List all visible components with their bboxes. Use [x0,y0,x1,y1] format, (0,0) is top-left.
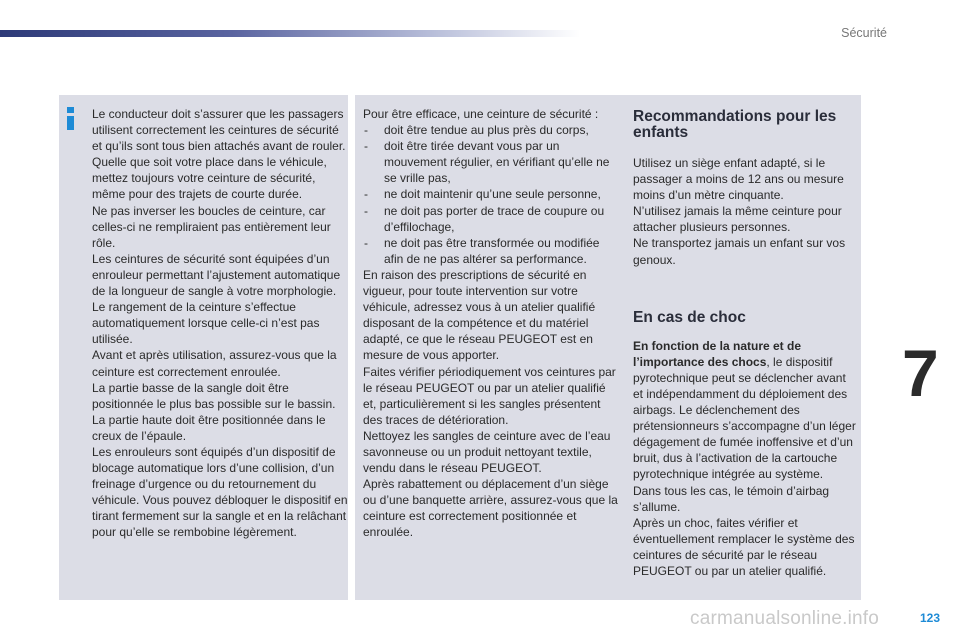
info-paragraph: Le conducteur doit s’assurer que les passagers utilisent correctement les ceintures de sécurité et qu’ils sont tous bien attachés avant de rouler. [92,107,346,154]
middle-paragraph: Nettoyez les sangles de ceinture avec de l’eau savonneuse ou un produit nettoyant textile, vendu dans le réseau PEUGEOT. [363,428,611,476]
children-paragraph: Ne transportez jamais un enfant sur vos genoux. [633,236,846,267]
middle-paragraph: Après rabattement ou déplacement d’un siège ou d’une banquette arrière, assurez-vous que la ceinture est correctement positionnée et enroulée. [363,477,618,540]
list-item: - ne doit pas porter de trace de coupure ou d’effilochage, [363,203,621,235]
info-paragraph: Ne pas inverser les boucles de ceinture, car celles-ci ne rempliraient pas entièrement leur rôle. [92,203,331,250]
info-paragraph: Les ceintures de sécurité sont équipées d’un enrouleur permettant l’ajustement automatique de la longueur de sangle à votre morphologie. Le rangement de la ceinture s’effectue automatiquement lorsque celle-ci n’est pas utilisée. [92,251,341,347]
crash-paragraph: Après un choc, faites vérifier et éventuellement remplacer le système des ceintures de sécurité par le réseau PEUGEOT ou par un atelier qualifié. [633,515,855,578]
header-accent-bar [0,30,580,37]
crash-lead-bold: En fonction de la nature et de l’importance des chocs [633,338,802,369]
section-title: Sécurité [841,26,887,40]
children-paragraph: Utilisez un siège enfant adapté, si le passager a moins de 12 ans ou mesure moins d’un mètre cinquante. [633,156,844,203]
watermark: carmanualsonline.info [690,608,880,629]
page-number: 123 [919,611,940,625]
list-item: - ne doit maintenir qu’une seule personne, [363,186,621,202]
list-item: - doit être tendue au plus près du corps, [363,122,621,138]
info-icon-dot [67,107,74,113]
belt-intro: Pour être efficace, une ceinture de sécurité : [363,107,599,121]
crash-lead-paragraph [633,338,858,483]
crash-lead-rest: , le dispositif pyrotechnique peut se déclencher avant et indépendamment du déploiement des airbags. Le déclenchement des prétensionneurs s’accompagne d’un léger dégagement de fumée inoffensive et d’un bruit, dus à l’activation de la cartouche pyrotechnique intégrée au système. [633,354,856,482]
chapter-number: 7 [902,336,939,410]
info-icon [64,107,78,129]
info-icon-stem [67,116,74,130]
list-item: - ne doit pas être transformée ou modifiée afin de ne pas altérer sa performance. [363,235,621,267]
info-box-text [92,106,348,541]
children-paragraph: N’utilisez jamais la même ceinture pour attacher plusieurs personnes. [633,204,842,235]
middle-paragraph: En raison des prescriptions de sécurité en vigueur, pour toute intervention sur votre véhicule, adressez vous à un atelier qualifié disposant de la compétence et du matériel adapté, ce que le réseau PEUGEOT est en mesure de vous apporter. [363,267,596,363]
right-column [633,109,858,579]
info-paragraph: Avant et après utilisation, assurez-vous que la ceinture est correctement enroulée. [92,348,337,379]
info-paragraph: La partie basse de la sangle doit être positionnée le plus bas possible sur le bassin. [92,380,336,411]
crash-paragraph: Dans tous les cas, le témoin d’airbag s’allume. [633,483,830,514]
crash-heading: En cas de choc [633,308,746,326]
info-paragraph: Les enrouleurs sont équipés d’un dispositif de blocage automatique lors d’une collision, d’un freinage d’urgence ou du retournement du véhicule. Vous pouvez débloquer le dispositif en tirant fermement sur la sangle et en la relâchant pour qu’elle se rembobine légèrement. [92,444,348,540]
info-paragraph: La partie haute doit être positionnée dans le creux de l’épaule. [92,412,326,443]
belt-requirements-list [363,122,621,267]
list-item: - doit être tirée devant vous par un mouvement régulier, en vérifiant qu’elle ne se vrille pas, [363,138,621,186]
middle-column [363,106,621,541]
children-heading: Recommandations pour les enfants [633,108,837,141]
info-paragraph: Quelle que soit votre place dans le véhicule, mettez toujours votre ceinture de sécurité, même pour des trajets de courte durée. [92,155,327,202]
middle-paragraph: Faites vérifier périodiquement vos ceintures par le réseau PEUGEOT ou par un atelier qualifié et, particulièrement si les sangles présentent des traces de détérioration. [363,364,616,427]
